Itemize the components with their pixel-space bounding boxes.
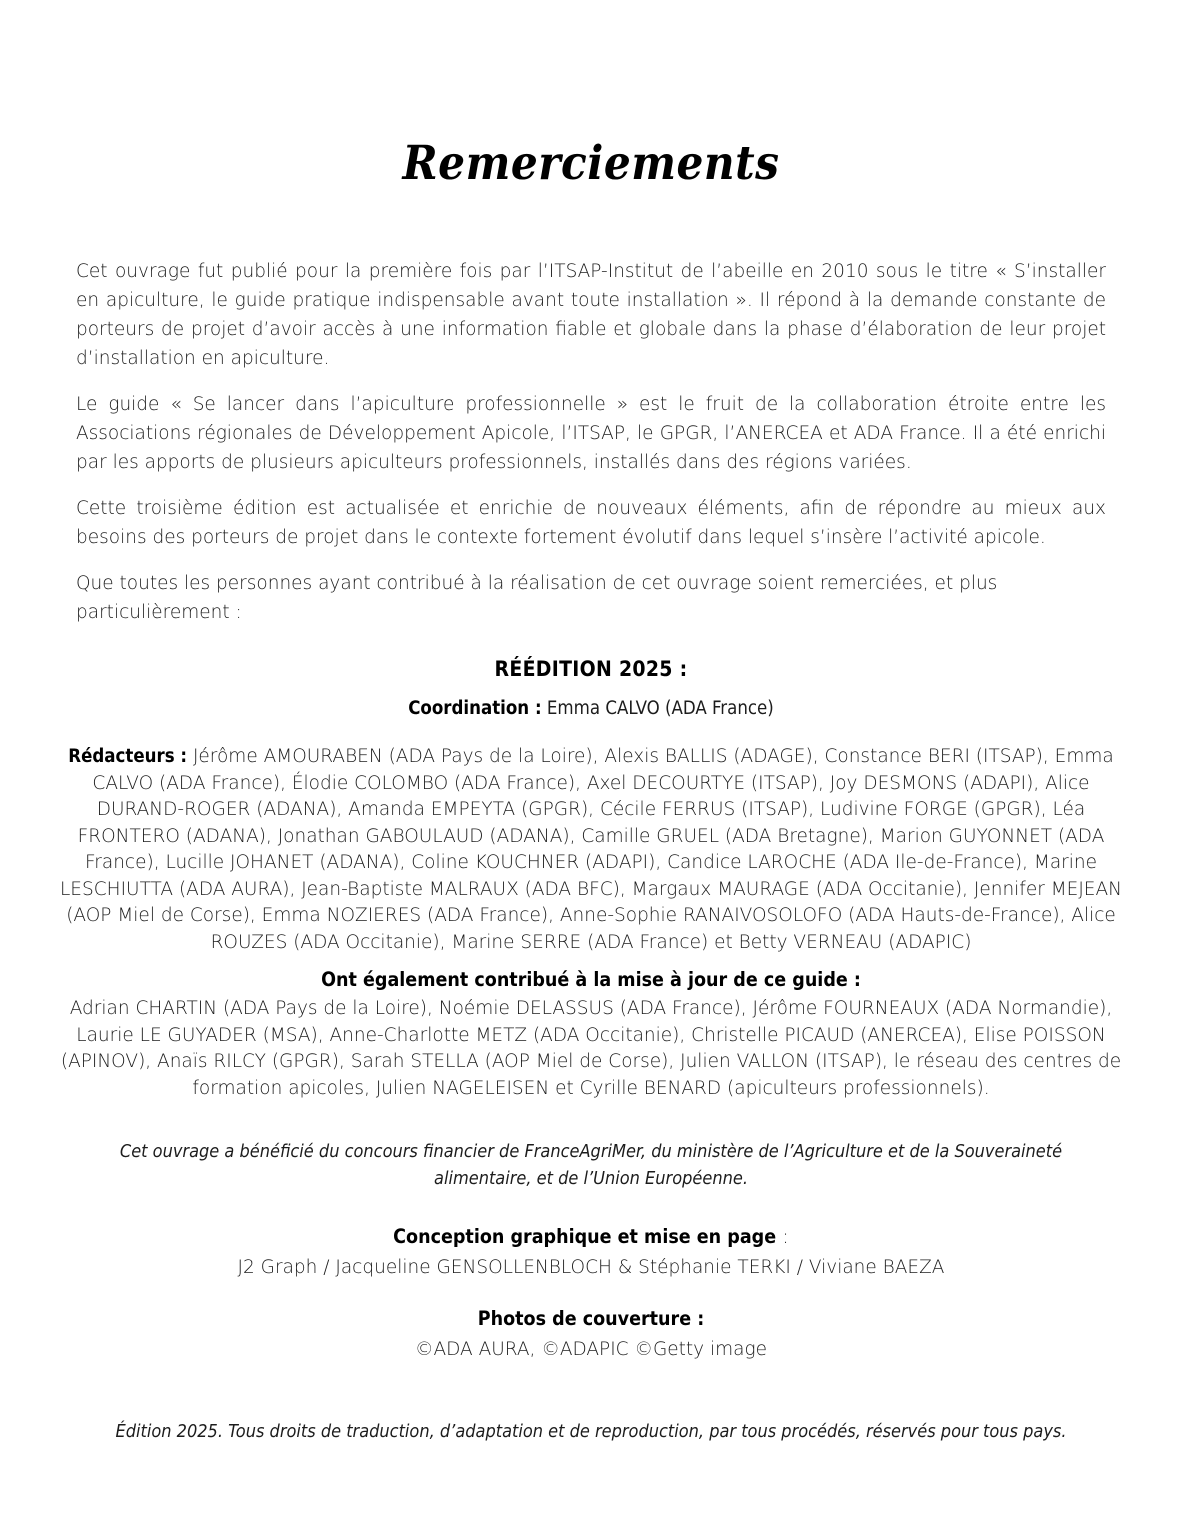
- redacteurs-block: [56, 744, 1126, 956]
- cover-photos-credits: ©ADA AURA, ©ADAPIC ©Getty image: [414, 1339, 767, 1360]
- intro-paragraph-3: Cette troisième édition est actualisée et enrichie de nouveaux éléments, afin de répondre au mieux aux besoins des porteurs de projet dans le contexte fortement évolutif dans lequel s’insère l’activité apicole.: [76, 498, 1106, 548]
- design-credits: J2 Graph / Jacqueline GENSOLLENBLOCH & Stéphanie TERKI / Viviane BAEZA: [237, 1257, 945, 1278]
- page-title: Remerciements: [402, 136, 780, 191]
- contributors-block: Adrian CHARTIN (ADA Pays de la Loire), Noémie DELASSUS (ADA France), Jérôme FOURNEAUX (ADA Normandie), Laurie LE GUYADER (MSA), Anne-Charlotte METZ (ADA Occitanie), Christelle PICAUD (ANERCEA), Elise POISSON (APINOV), Anaïs RILCY (GPGR), Sarah STELLA (AOP Miel de Corse), Julien VALLON (ITSAP), le réseau des centres de formation apicoles, Julien NAGELEISEN et Cyrille BENARD (apiculteurs professionnels).: [60, 998, 1122, 1099]
- coordination-value: Emma CALVO (ADA France): [546, 698, 774, 719]
- coordination-label: Coordination :: [408, 698, 542, 719]
- design-heading-colon: :: [782, 1225, 789, 1248]
- funding-note: Cet ouvrage a bénéficié du concours financier de FranceAgriMer, du ministère de l’Agriculture et de la Souveraineté alimentaire, et de l’Union Européenne.: [119, 1141, 1063, 1189]
- reedition-2025-heading: RÉÉDITION 2025 :: [494, 657, 688, 681]
- design-heading-label: Conception graphique et mise en page: [393, 1225, 777, 1248]
- edition-note: Édition 2025. Tous droits de traduction, d’adaptation et de reproduction, par tous procédés, réservés pour tous pays.: [115, 1421, 1067, 1442]
- intro-paragraph-2: Le guide « Se lancer dans l’apiculture professionnelle » est le fruit de la collaboration étroite entre les Associations régionales de Développement Apicole, l’ITSAP, le GPGR, l’ANERCEA et ADA France. Il a été enrichi par les apports de plusieurs apiculteurs professionnels, installés dans des régions variées.: [76, 394, 1106, 473]
- contributors-heading: Ont également contribué à la mise à jour de ce guide :: [321, 968, 861, 991]
- intro-section: [76, 257, 1106, 627]
- redacteurs-label: Rédacteurs :: [68, 746, 188, 767]
- intro-paragraph-1: Cet ouvrage fut publié pour la première fois par l’ITSAP-Institut de l’abeille en 2010 sous le titre « S’installer en apiculture, le guide pratique indispensable avant toute installation ». Il répond à la demande constante de porteurs de projet d’avoir accès à une information fiable et globale dans la phase d’élaboration de leur projet d’installation en apiculture.: [76, 261, 1106, 369]
- redacteurs-value: Jérôme AMOURABEN (ADA Pays de la Loire), Alexis BALLIS (ADAGE), Constance BERI (ITSAP), Emma CALVO (ADA France), Élodie COLOMBO (ADA France), Axel DECOURTYE (ITSAP), Joy DESMONS (ADAPI), Alice DURAND-ROGER (ADANA), Amanda EMPEYTA (GPGR), Cécile FERRUS (ITSAP), Ludivine FORGE (GPGR), Léa FRONTERO (ADANA), Jonathan GABOULAUD (ADANA), Camille GRUEL (ADA Bretagne), Marion GUYONNET (ADA France), Lucille JOHANET (ADANA), Coline KOUCHNER (ADAPI), Candice LAROCHE (ADA Ile-de-France), Marine LESCHIUTTA (ADA AURA), Jean-Baptiste MALRAUX (ADA BFC), Margaux MAURAGE (ADA Occitanie), Jennifer MEJEAN (AOP Miel de Corse), Emma NOZIERES (ADA France), Anne-Sophie RANAIVOSOLOFO (ADA Hauts-de-France), Alice ROUZES (ADA Occitanie), Marine SERRE (ADA France) et Betty VERNEAU (ADAPIC): [60, 746, 1122, 953]
- cover-photos-heading: Photos de couverture :: [477, 1307, 705, 1330]
- coordination-line: [76, 696, 1106, 722]
- intro-paragraph-4: Que toutes les personnes ayant contribué à la réalisation de cet ouvrage soient remerciées, et plus particulièrement :: [76, 573, 998, 623]
- design-heading: [0, 1225, 1182, 1248]
